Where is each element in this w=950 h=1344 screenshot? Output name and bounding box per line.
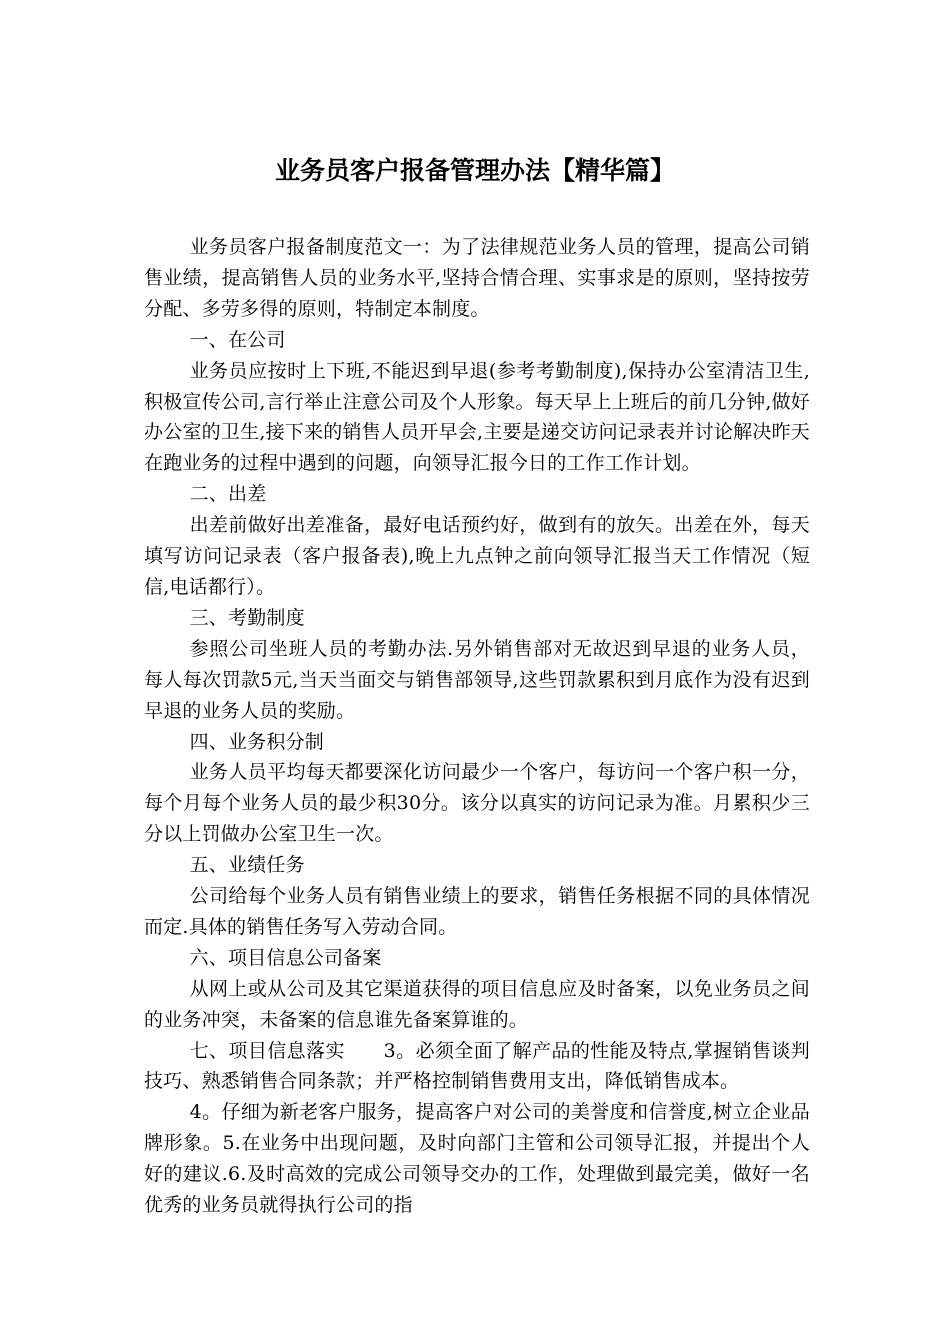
paragraph-section-7: 七、项目信息落实 3。必须全面了解产品的性能及特点,掌握销售谈判技巧、熟悉销售合同条款；并严格控制销售费用支出，降低销售成本。 bbox=[144, 1039, 810, 1093]
paragraph-section-2: 出差前做好出差准备，最好电话预约好，做到有的放矢。出差在外，每天填写访问记录表（客户报备表),晚上九点钟之前向领导汇报当天工作情况（短信,电话都行）。 bbox=[144, 514, 810, 598]
paragraph-section-6: 从网上或从公司及其它渠道获得的项目信息应及时备案，以免业务员之间的业务冲突，未备案的信息谁先备案算谁的。 bbox=[144, 977, 810, 1031]
paragraph-section-1: 业务员应按时上下班,不能迟到早退(参考考勤制度),保持办公室清洁卫生,积极宣传公司,言行举止注意公司及个人形象。每天早上上班后的前几分钟,做好办公室的卫生,接下来的销售人员开早会,主要是递交访问记录表并讨论解决昨天在跑业务的过程中遇到的问题，向领导汇报今日的工作工作计划。 bbox=[144, 359, 810, 475]
section-heading-1: 一、在公司 bbox=[189, 328, 286, 351]
document-body bbox=[144, 232, 810, 1221]
section-heading-5: 五、业绩任务 bbox=[189, 854, 305, 877]
section-heading-6: 六、项目信息公司备案 bbox=[189, 946, 382, 969]
document-title: 业务员客户报备管理办法【精华篇】 bbox=[274, 156, 675, 185]
section-heading-4: 四、业务积分制 bbox=[189, 730, 324, 753]
paragraph-intro: 业务员客户报备制度范文一：为了法律规范业务人员的管理，提高公司销售业绩，提高销售人员的业务水平,坚持合情合理、实事求是的原则，坚持按劳分配、多劳多得的原则，特制定本制度。 bbox=[144, 236, 810, 320]
paragraph-section-5: 公司给每个业务人员有销售业绩上的要求，销售任务根据不同的具体情况而定.具体的销售任务写入劳动合同。 bbox=[144, 885, 810, 938]
paragraph-section-3: 参照公司坐班人员的考勤办法.另外销售部对无故迟到早退的业务人员，每人每次罚款5元,当天当面交与销售部领导,这些罚款累积到月底作为没有迟到早退的业务人员的奖励。 bbox=[144, 637, 810, 722]
section-heading-3: 三、考勤制度 bbox=[189, 606, 305, 629]
section-heading-2: 二、出差 bbox=[189, 483, 267, 506]
paragraph-duties: 4。仔细为新老客户服务，提高客户对公司的美誉度和信誉度,树立企业品牌形象。5.在业务中出现问题，及时向部门主管和公司领导汇报，并提出个人好的建议.6.及时高效的完成公司领导交办的工作，处理做到最完美，做好一名优秀的业务员就得执行公司的指 bbox=[144, 1101, 810, 1217]
paragraph-section-4: 业务人员平均每天都要深化访问最少一个客户，每访问一个客户积一分，每个月每个业务人员的最少积30分。该分以真实的访问记录为准。月累积少三分以上罚做办公室卫生一次。 bbox=[144, 761, 810, 846]
